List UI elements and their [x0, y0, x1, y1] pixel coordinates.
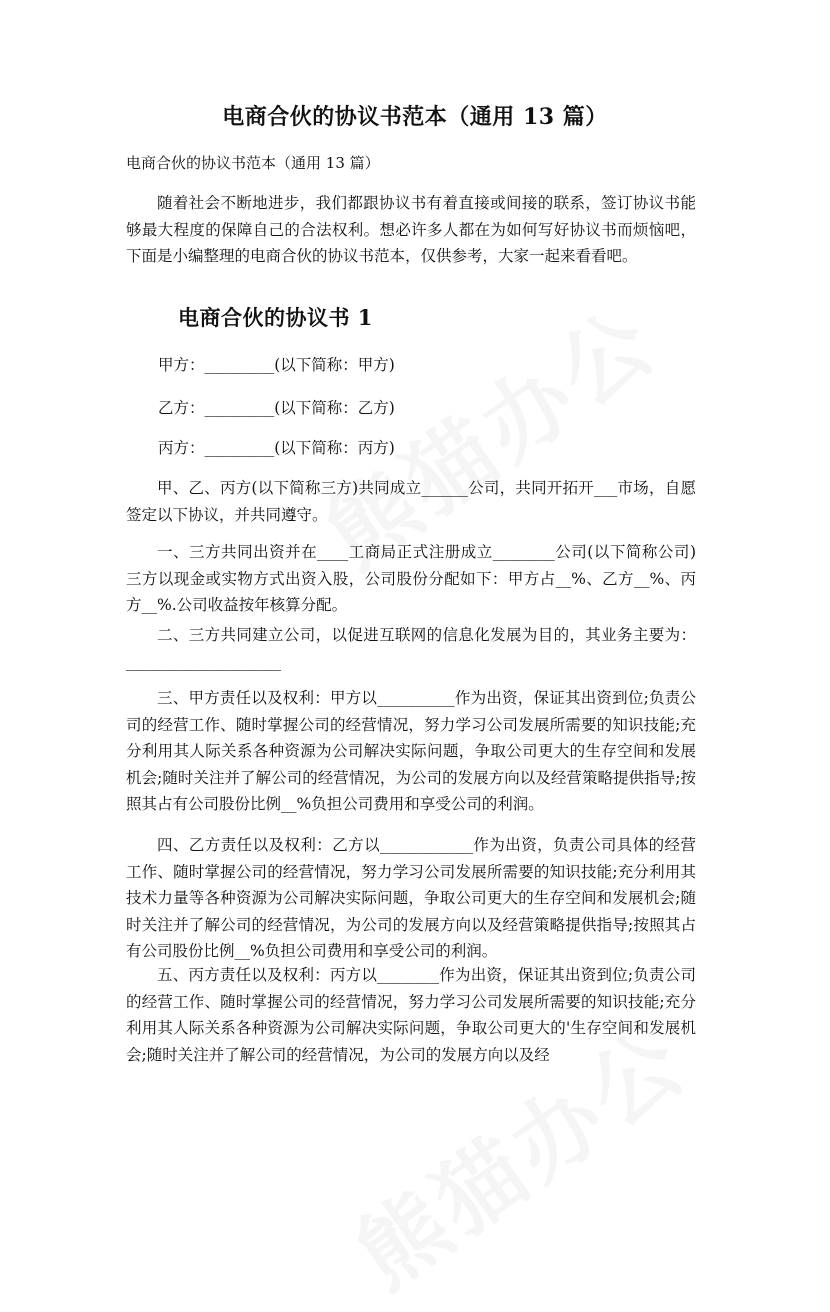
intro-paragraph: 随着社会不断地进步，我们都跟协议书有着直接或间接的联系，签订协议书能够最大程度的保障自己的合法权利。想必许多人都在为如何写好协议书而烦恼吧，下面是小编整理的电商合伙的协议书范本，仅供参考，大家一起来看看吧。	[126, 194, 696, 265]
agreement-preamble: 甲、乙、丙方(以下简称三方)共同成立______公司，共同开拓开___市场，自愿签定以下协议，并共同遵守。	[126, 479, 696, 524]
party-b-line: 乙方：_________(以下简称：乙方)	[158, 399, 395, 417]
clause-1: 一、三方共同出资并在____工商局正式注册成立________公司(以下简称公司)三方以现金或实物方式出资入股，公司股份分配如下：甲方占__%、乙方__%、丙方__%.公司收益按年核算分配。	[126, 543, 696, 614]
clause-2: 二、三方共同建立公司，以促进互联网的信息化发展为目的，其业务主要为：____________________	[126, 626, 696, 671]
party-c-line: 丙方：_________(以下简称：丙方)	[158, 439, 395, 457]
section-heading: 电商合伙的协议书 1	[178, 305, 373, 330]
document-subtitle: 电商合伙的协议书范本（通用 13 篇）	[126, 154, 380, 172]
document-title: 电商合伙的协议书范本（通用 13 篇）	[222, 104, 608, 130]
party-a-line: 甲方：_________(以下简称：甲方)	[158, 356, 395, 374]
clause-5: 五、丙方责任以及权利：丙方以________作为出资，保证其出资到位;负责公司的经营工作、随时掌握公司的经营情况，努力学习公司发展所需要的知识技能;充分利用其人际关系各种资源为公司解决实际问题，争取公司更大的'生存空间和发展机会;随时关注并了解公司的经营情况，为公司的发展方向以及经	[126, 966, 696, 1064]
clause-3: 三、甲方责任以及权利：甲方以__________作为出资，保证其出资到位;负责公司的经营工作、随时掌握公司的经营情况，努力学习公司发展所需要的知识技能;充分利用其人际关系各种资源为公司解决实际问题，争取公司更大的生存空间和发展机会;随时关注并了解公司的经营情况，为公司的发展方向以及经营策略提供指导;按照其占有公司股份比例__%负担公司费用和享受公司的利润。	[126, 689, 696, 813]
clause-4: 四、乙方责任以及权利：乙方以____________作为出资，负责公司具体的经营工作、随时掌握公司的经营情况，努力学习公司发展所需要的知识技能;充分利用其技术力量等各种资源为公司解决实际问题，争取公司更大的生存空间和发展机会;随时关注并了解公司的经营情况，为公司的发展方向以及经营策略提供指导;按照其占有公司股份比例__%负担公司费用和享受公司的利润。	[126, 836, 696, 960]
